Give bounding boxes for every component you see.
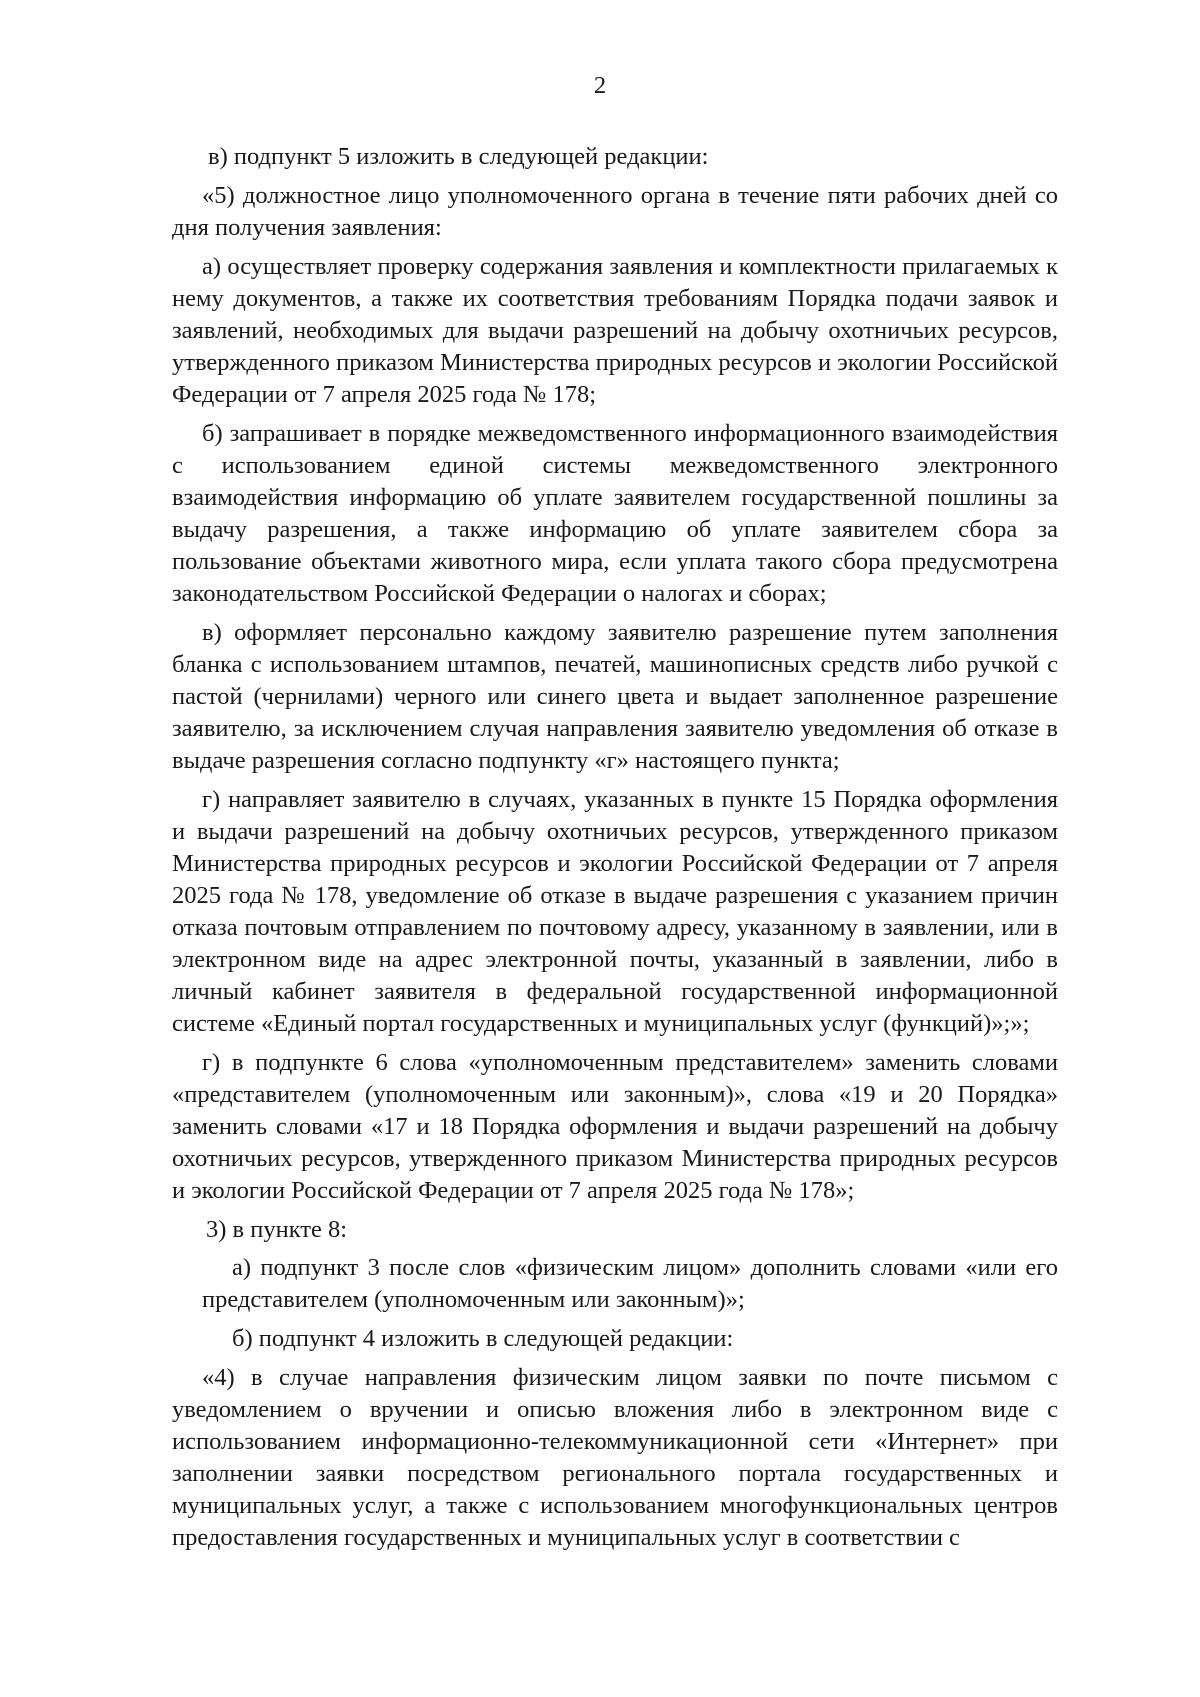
paragraph-subpoint-v: в) подпункт 5 изложить в следующей редакции:	[208, 143, 709, 170]
paragraph-point-8-a: а) подпункт 3 после слов «физическим лицом» дополнить словами «или его представителем (уполномоченным или законным)»;	[202, 1254, 1058, 1313]
paragraph-item-b: б) запрашивает в порядке межведомственного информационного взаимодействия с использованием единой системы межведомственного электронного взаимодействия информацию об уплате заявителем государственной пошлины за выдачу разрешения, а также информацию об уплате заявителем сбора за пользование объектами животного мира, если уплата такого сбора предусмотрена законодательством Российской Федерации о налогах и сборах;	[172, 420, 1058, 607]
document-body	[172, 141, 1058, 1561]
paragraph-subpoint-5-intro: «5) должностное лицо уполномоченного органа в течение пяти рабочих дней со дня получения заявления:	[172, 182, 1058, 241]
paragraph-subpoint-4: «4) в случае направления физическим лицом заявки по почте письмом с уведомлением о вручении и описью вложения либо в электронном виде с использованием информационно-телекоммуникационной сети «Интернет» при заполнении заявки посредством регионального портала государственных и муниципальных услуг, а также с использованием многофункциональных центров предоставления государственных и муниципальных услуг в соответствии с	[172, 1364, 1058, 1551]
paragraph-item-a: а) осуществляет проверку содержания заявления и комплектности прилагаемых к нему документов, а также их соответствия требованиям Порядка подачи заявок и заявлений, необходимых для выдачи разрешений на добычу охотничьих ресурсов, утвержденного приказом Министерства природных ресурсов и экологии Российской Федерации от 7 апреля 2025 года № 178;	[172, 253, 1058, 408]
paragraph-point-3: 3) в пункте 8:	[206, 1216, 348, 1243]
paragraph-point-8-b: б) подпункт 4 изложить в следующей редакции:	[232, 1325, 734, 1352]
paragraph-subpoint-g: г) в подпункте 6 слова «уполномоченным представителем» заменить словами «представителем (уполномоченным или законным)», слова «19 и 20 Порядка» заменить словами «17 и 18 Порядка оформления и выдачи разрешений на добычу охотничьих ресурсов, утвержденного приказом Министерства природных ресурсов и экологии Российской Федерации от 7 апреля 2025 года № 178»;	[172, 1049, 1058, 1204]
paragraph-item-v: в) оформляет персонально каждому заявителю разрешение путем заполнения бланка с использованием штампов, печатей, машинописных средств либо ручкой с пастой (чернилами) черного или синего цвета и выдает заполненное разрешение заявителю, за исключением случая направления заявителю уведомления об отказе в выдаче разрешения согласно подпункту «г» настоящего пункта;	[172, 619, 1058, 774]
page-number: 2	[593, 72, 607, 99]
paragraph-item-g: г) направляет заявителю в случаях, указанных в пункте 15 Порядка оформления и выдачи разрешений на добычу охотничьих ресурсов, утвержденного приказом Министерства природных ресурсов и экологии Российской Федерации от 7 апреля 2025 года № 178, уведомление об отказе в выдаче разрешения с указанием причин отказа почтовым отправлением по почтовому адресу, указанному в заявлении, или в электронном виде на адрес электронной почты, указанный в заявлении, либо в личный кабинет заявителя в федеральной государственной информационной системе «Единый портал государственных и муниципальных услуг (функций)»;»;	[172, 786, 1058, 1037]
